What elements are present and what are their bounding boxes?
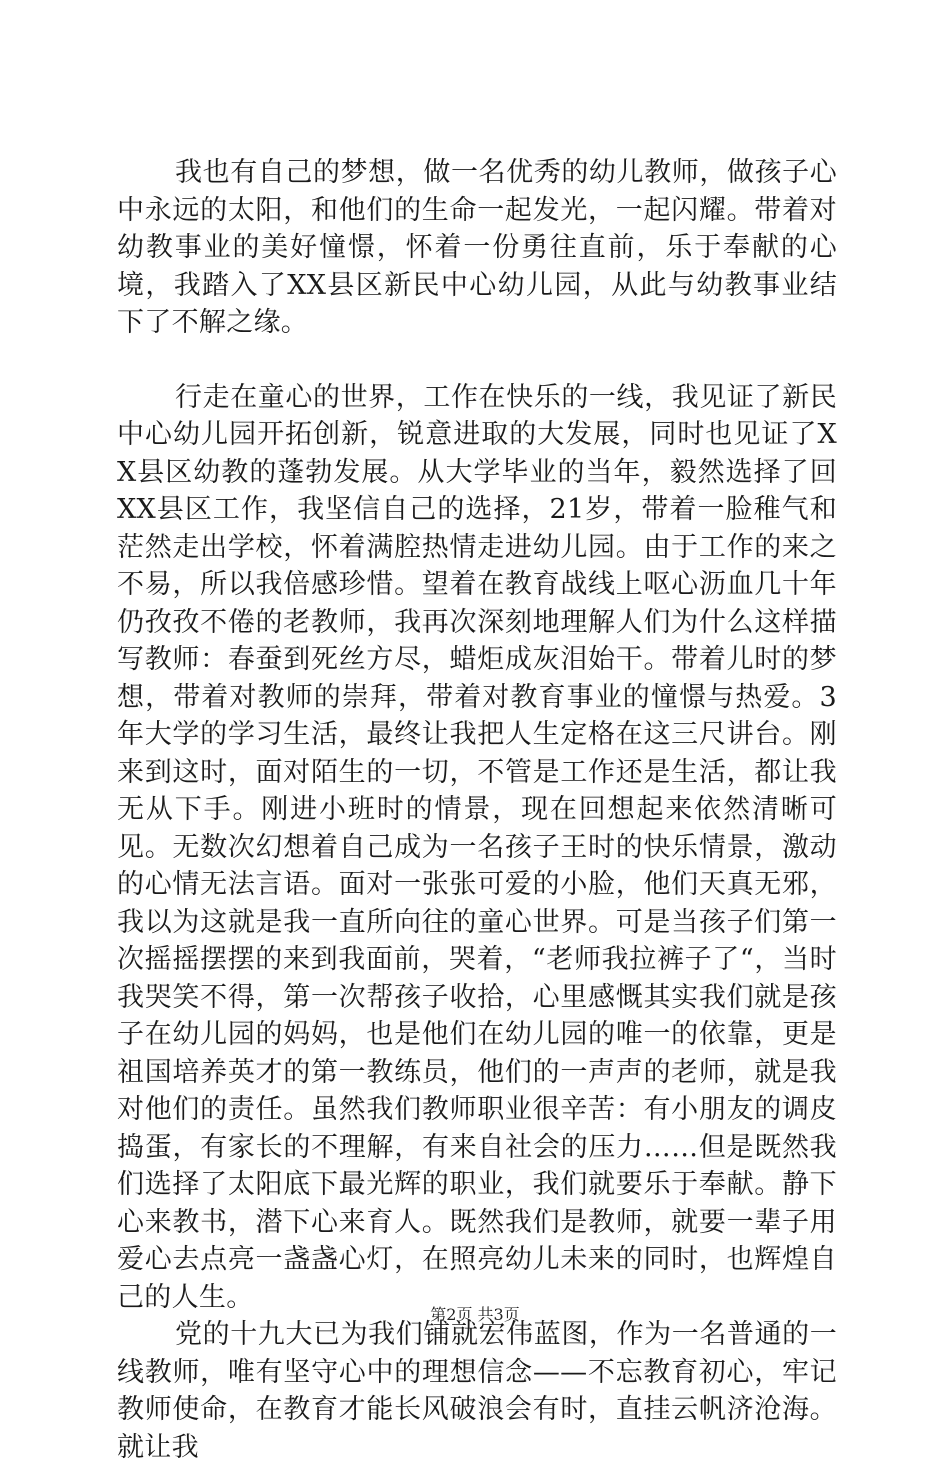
paragraph-gap (117, 342, 837, 379)
paragraph-experience: 行走在童心的世界，工作在快乐的一线，我见证了新民中心幼儿园开拓创新，锐意进取的大发展，同时也见证了XX县区幼教的蓬勃发展。从大学毕业的当年，毅然选择了回XX县区工作，我坚信自己的选择，21岁，带着一脸稚气和茫然走出学校，怀着满腔热情走进幼儿园。由于工作的来之不易，所以我倍感珍惜。望着在教育战线上呕心沥血几十年仍孜孜不倦的老教师，我再次深刻地理解人们为什么这样描写教师：春蚕到死丝方尽，蜡炬成灰泪始干。带着儿时的梦想，带着对教师的崇拜，带着对教育事业的憧憬与热爱。3年大学的学习生活，最终让我把人生定格在这三尺讲台。刚来到这时，面对陌生的一切，不管是工作还是生活，都让我无从下手。刚进小班时的情景，现在回想起来依然清晰可见。无数次幻想着自己成为一名孩子王时的快乐情景，激动的心情无法言语。面对一张张可爱的小脸，他们天真无邪，我以为这就是我一直所向往的童心世界。可是当孩子们第一次摇摇摆摆的来到我面前，哭着，“老师我拉裤子了“，当时我哭笑不得，第一次帮孩子收拾，心里感慨其实我们就是孩子在幼儿园的妈妈，也是他们在幼儿园的唯一的依靠，更是祖国培养英才的第一教练员，他们的一声声的老师，就是我对他们的责任。虽然我们教师职业很辛苦：有小朋友的调皮捣蛋，有家长的不理解，有来自社会的压力……但是既然我们选择了太阳底下最光辉的职业，我们就要乐于奉献。静下心来教书，潜下心来育人。既然我们是教师，就要一辈子用爱心去点亮一盏盏心灯，在照亮幼儿未来的同时，也辉煌自己的人生。 (117, 381, 837, 1313)
document-body (117, 154, 837, 1466)
paragraph-dream: 我也有自己的梦想，做一名优秀的幼儿教师，做孩子心中永远的太阳，和他们的生命一起发光，一起闪耀。带着对幼教事业的美好憧憬，怀着一份勇往直前，乐于奉献的心境，我踏入了XX县区新民中心幼儿园，从此与幼教事业结下了不解之缘。 (117, 157, 837, 338)
page-number-footer: 第2页 共3页 (430, 1305, 520, 1324)
paragraph-mission: 党的十九大已为我们铺就宏伟蓝图，作为一名普通的一线教师，唯有坚守心中的理想信念——不忘教育初心，牢记教师使命，在教育才能长风破浪会有时，直挂云帆济沧海。就让我 (117, 1319, 837, 1463)
